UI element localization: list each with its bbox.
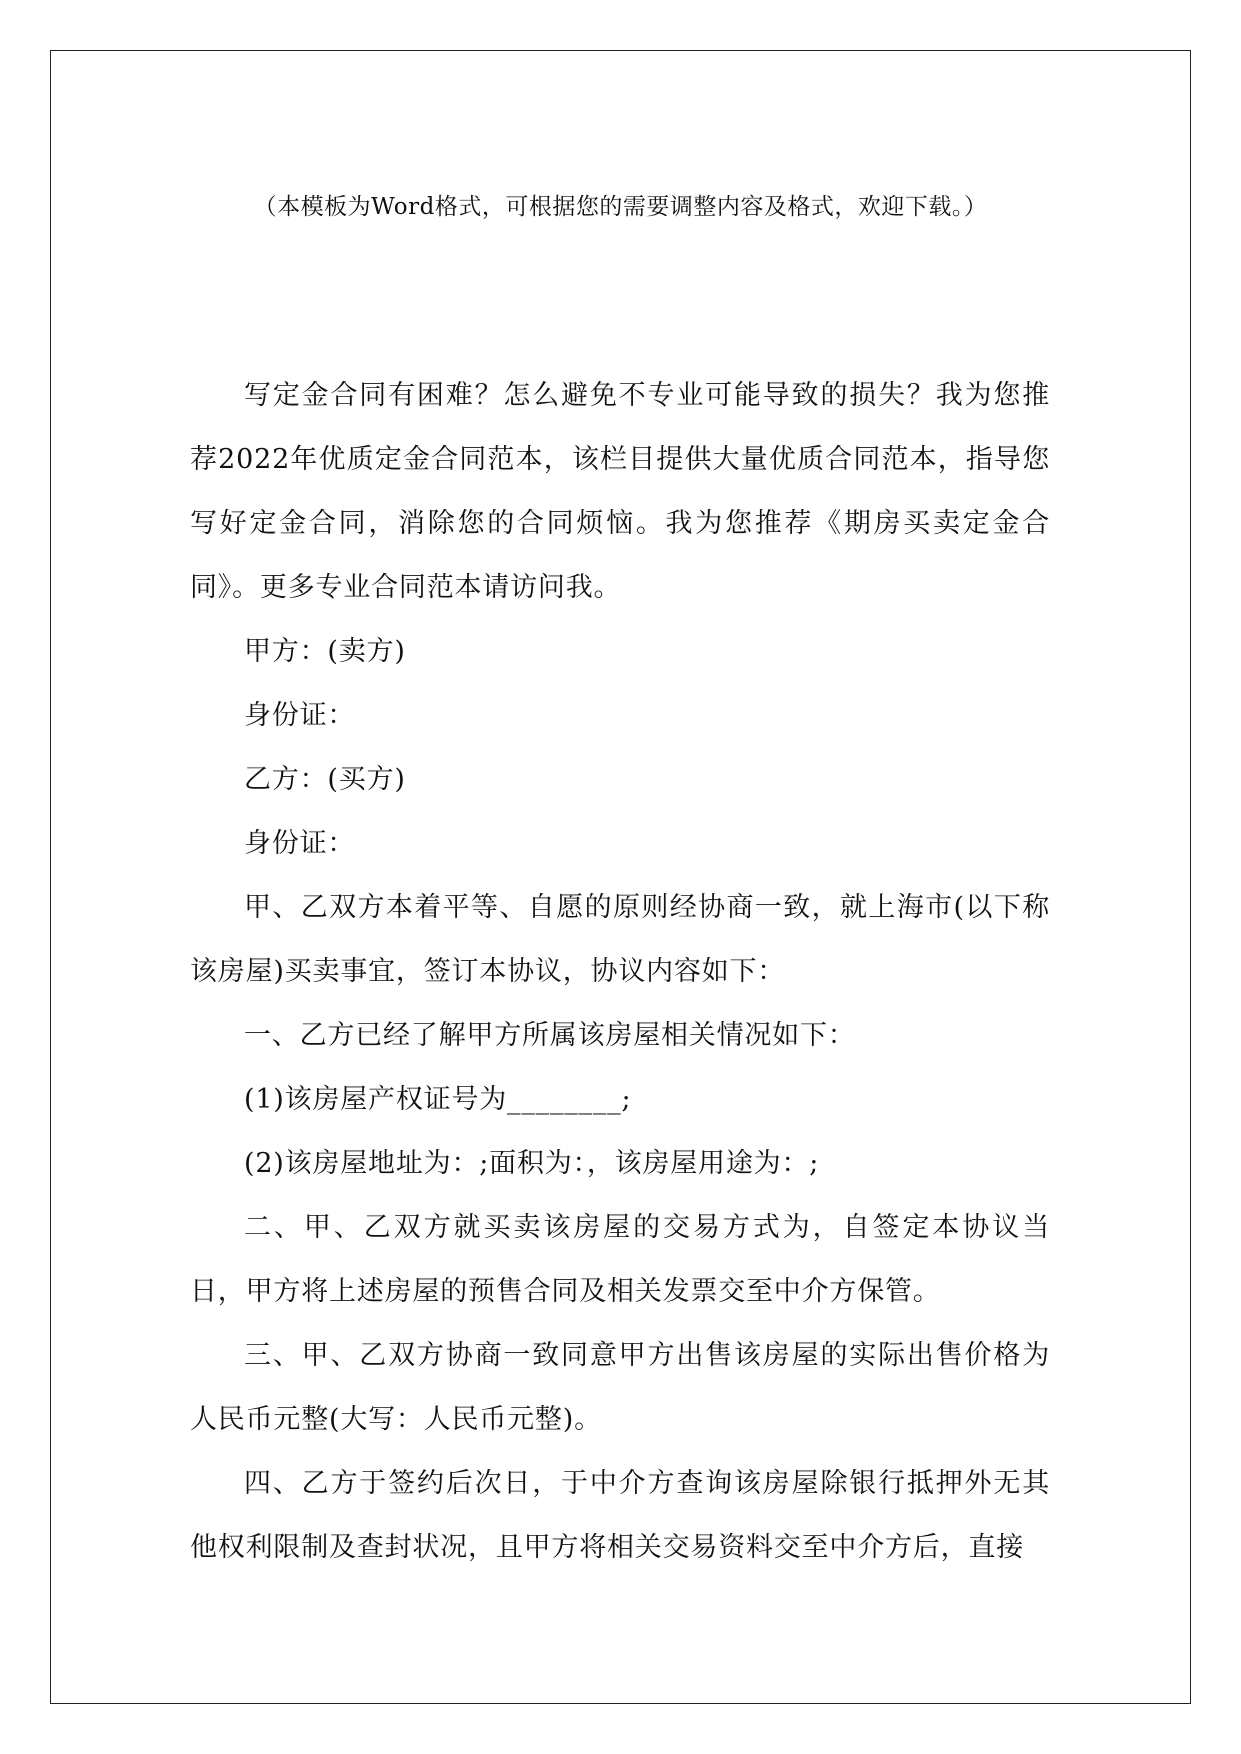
party-a-line: 甲方：(卖方) [244,636,406,667]
clause-1-item-2: (2)该房屋地址为：;面积为：，该房屋用途为：; [244,1148,820,1179]
party-b-id-line: 身份证： [244,828,356,859]
clause-4: 四、乙方于签约后次日，于中介方查询该房屋除银行抵押外无其他权利限制及查封状况，且甲方将相关交易资料交至中介方后，直接 [190,1468,1050,1563]
document-body [190,364,1050,1580]
clause-1: 一、乙方已经了解甲方所属该房屋相关情况如下： [244,1020,856,1051]
agreement-preamble: 甲、乙双方本着平等、自愿的原则经协商一致，就上海市(以下称该房屋)买卖事宜，签订本协议，协议内容如下： [190,892,1050,987]
intro-paragraph: 写定金合同有困难？怎么避免不专业可能导致的损失？我为您推荐2022年优质定金合同范本，该栏目提供大量优质合同范本，指导您写好定金合同，消除您的合同烦恼。我为您推荐《期房买卖定金合同》。更多专业合同范本请访问我。 [190,380,1050,603]
party-b-line: 乙方：(买方) [244,764,406,795]
clause-1-item-1: (1)该房屋产权证号为________; [244,1084,632,1115]
template-notice: （本模板为Word格式，可根据您的需要调整内容及格式，欢迎下载。） [253,194,988,220]
clause-3: 三、甲、乙双方协商一致同意甲方出售该房屋的实际出售价格为人民币元整(大写：人民币元整)。 [190,1340,1050,1435]
clause-2: 二、甲、乙双方就买卖该房屋的交易方式为，自签定本协议当日，甲方将上述房屋的预售合同及相关发票交至中介方保管。 [190,1212,1050,1307]
party-a-id-line: 身份证： [244,700,356,731]
